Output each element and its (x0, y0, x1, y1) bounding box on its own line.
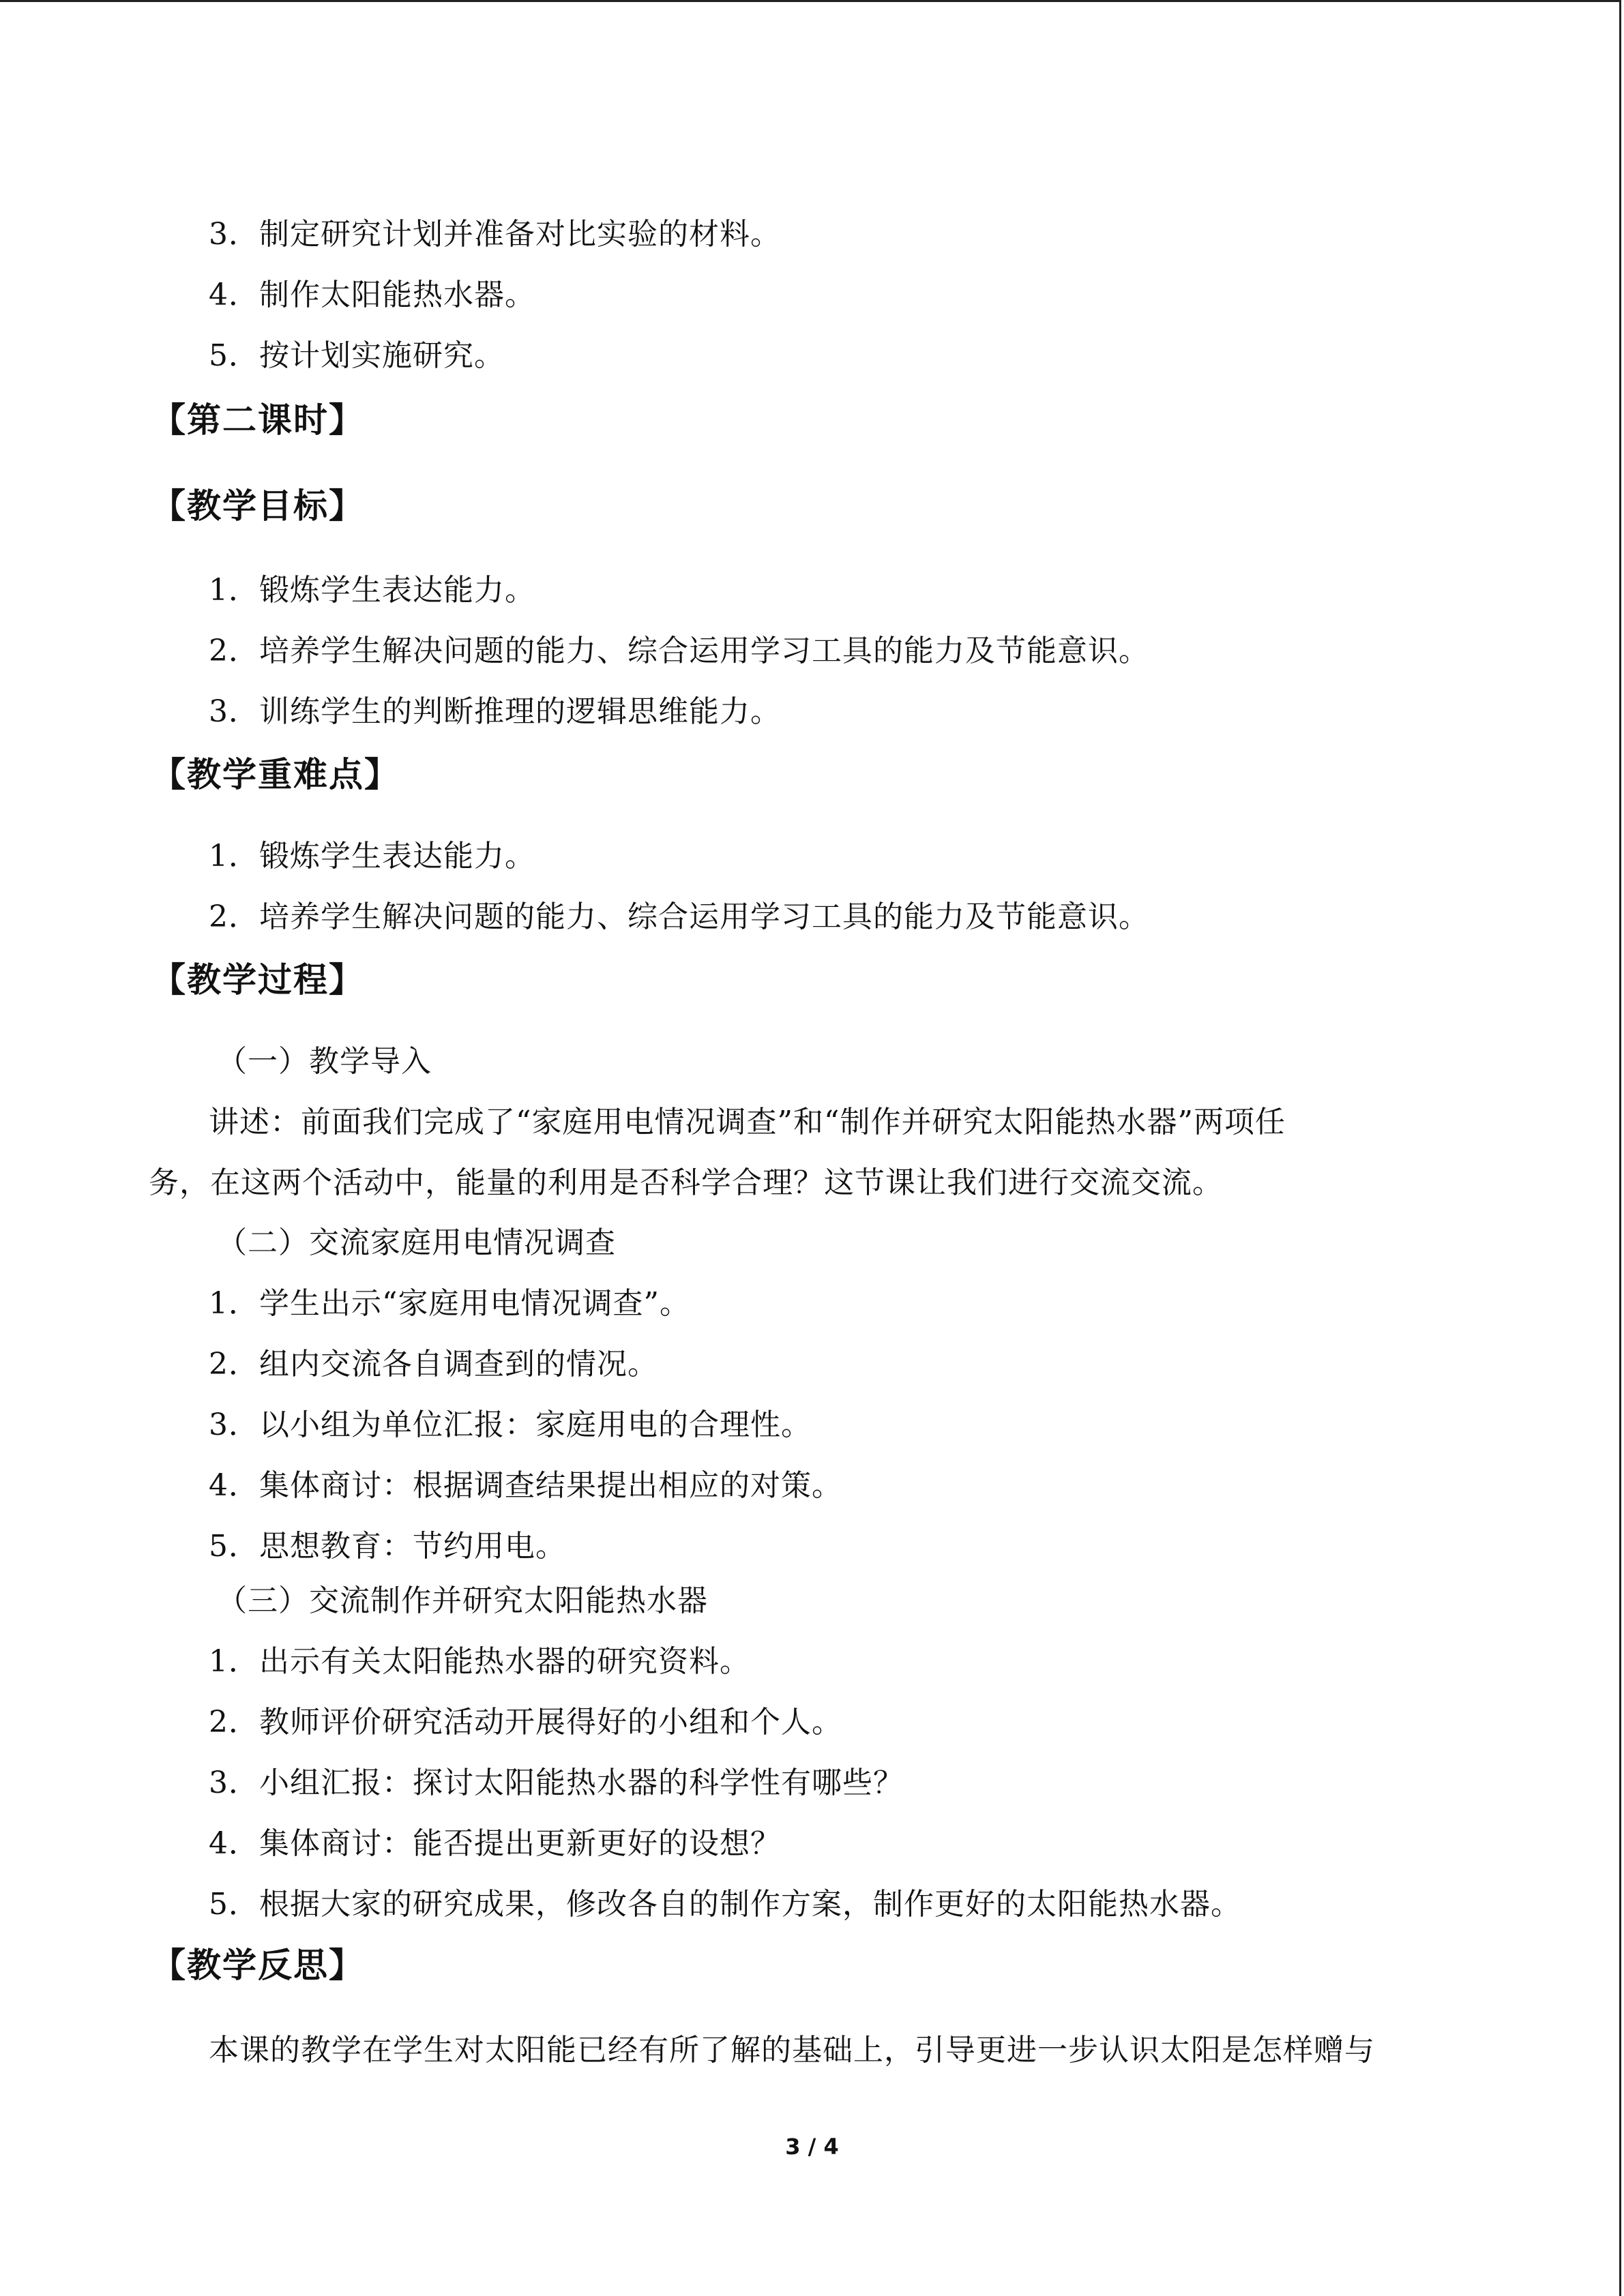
list-item: 1．锻炼学生表达能力。 (209, 573, 535, 608)
list-item: 3．以小组为单位汇报：家庭用电的合理性。 (209, 1407, 812, 1442)
subsection-title: （二）交流家庭用电情况调查 (217, 1225, 616, 1260)
list-item: 5．按计划实施研究。 (209, 338, 505, 373)
list-item: 1．锻炼学生表达能力。 (209, 839, 535, 874)
list-item: 4．制作太阳能热水器。 (209, 278, 535, 312)
list-item: 1．出示有关太阳能热水器的研究资料。 (209, 1644, 750, 1679)
list-item: 1．学生出示“家庭用电情况调查”。 (209, 1286, 690, 1321)
section-heading-keypoints: 【教学重难点】 (151, 755, 400, 794)
list-item: 3．训练学生的判断推理的逻辑思维能力。 (209, 694, 781, 729)
list-item: 5．思想教育：节约用电。 (209, 1529, 566, 1564)
paragraph-line: 本课的教学在学生对太阳能已经有所了解的基础上，引导更进一步认识太阳是怎样赠与 (209, 2033, 1375, 2068)
paragraph-line: 讲述：前面我们完成了“家庭用电情况调查”和“制作并研究太阳能热水器”两项任 (209, 1105, 1286, 1139)
list-item: 3．小组汇报：探讨太阳能热水器的科学性有哪些？ (209, 1765, 904, 1800)
list-item: 3．制定研究计划并准备对比实验的材料。 (209, 217, 781, 252)
list-item: 2．培养学生解决问题的能力、综合运用学习工具的能力及节能意识。 (209, 899, 1149, 934)
list-item: 4．集体商讨：根据调查结果提出相应的对策。 (209, 1468, 842, 1503)
subsection-title: （一）教学导入 (217, 1044, 432, 1079)
list-item: 2．组内交流各自调查到的情况。 (209, 1347, 658, 1382)
list-item: 5．根据大家的研究成果，修改各自的制作方案，制作更好的太阳能热水器。 (209, 1887, 1241, 1922)
list-item: 2．培养学生解决问题的能力、综合运用学习工具的能力及节能意识。 (209, 633, 1149, 668)
section-heading-reflection: 【教学反思】 (151, 1945, 364, 1985)
list-item: 4．集体商讨：能否提出更新更好的设想？ (209, 1826, 781, 1861)
list-item: 2．教师评价研究活动开展得好的小组和个人。 (209, 1705, 842, 1740)
page-number: 3 / 4 (785, 2134, 839, 2160)
paragraph-line: 务，在这两个活动中，能量的利用是否科学合理？这节课让我们进行交流交流。 (149, 1165, 1223, 1200)
section-heading-process: 【教学过程】 (151, 960, 364, 1000)
subsection-title: （三）交流制作并研究太阳能热水器 (217, 1583, 708, 1618)
section-heading-goals: 【教学目标】 (151, 486, 364, 526)
section-heading-lesson2: 【第二课时】 (151, 400, 364, 440)
